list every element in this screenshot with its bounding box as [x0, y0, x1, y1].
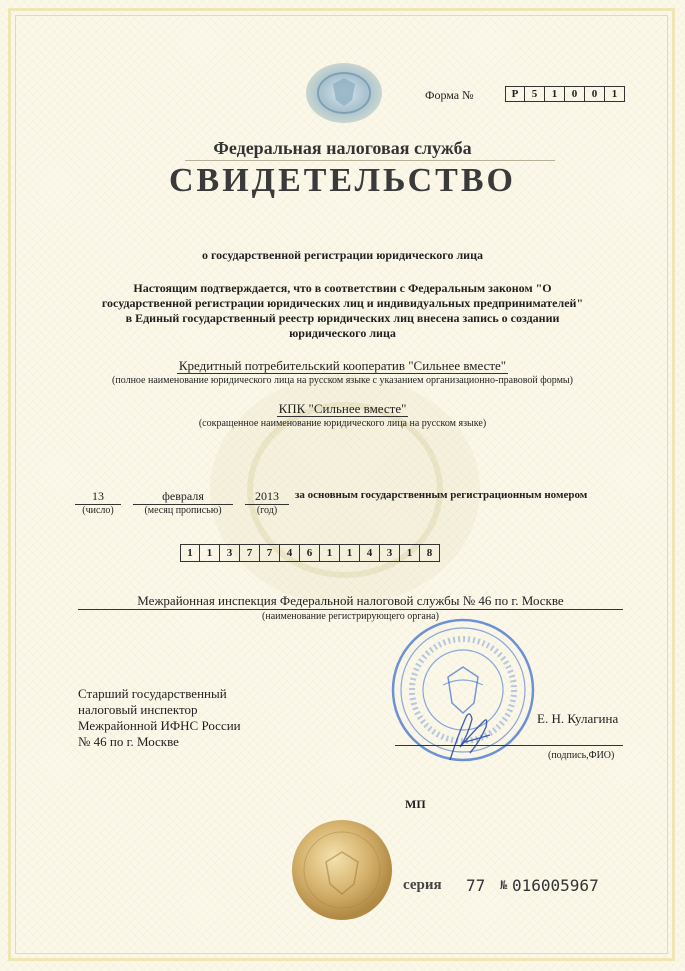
- document-subtitle: о государственной регистрации юридического лица: [202, 248, 483, 262]
- registration-number-label: за основным государственным регистрационным номером: [295, 489, 588, 501]
- ogrn-digit: 1: [340, 544, 360, 562]
- ogrn-digit: 1: [200, 544, 220, 562]
- form-code-cell: 1: [545, 86, 565, 102]
- short-name-caption: (сокращенное наименование юридического лица на русском языке): [198, 418, 487, 429]
- series-value: 77: [466, 876, 486, 895]
- series-number: 016005967: [512, 876, 599, 895]
- hologram-emblem-icon: [305, 62, 383, 124]
- date-month: февраля: [133, 489, 233, 505]
- signature-caption: (подпись,ФИО): [548, 750, 615, 761]
- ogrn-digit: 7: [240, 544, 260, 562]
- date-year: 2013: [245, 489, 289, 505]
- short-name-block: [0, 401, 685, 417]
- ogrn-digit: 4: [360, 544, 380, 562]
- ogrn-cells: [180, 544, 440, 562]
- header-rule: [185, 160, 555, 161]
- ogrn-digit: 1: [180, 544, 200, 562]
- form-label: Форма №: [425, 88, 474, 102]
- form-code-cell: 0: [565, 86, 585, 102]
- full-name-block: [0, 358, 685, 374]
- date-day-caption: (число): [82, 505, 114, 516]
- full-name-caption: (полное наименование юридического лица на русском языке с указанием организационно-правовой формы): [112, 375, 573, 386]
- form-code-cell: 1: [605, 86, 625, 102]
- statement-line: юридического лица: [289, 326, 396, 340]
- form-code-cell: Р: [505, 86, 525, 102]
- date-month-caption: (месяц прописью): [144, 505, 222, 516]
- registering-authority: Межрайонная инспекция Федеральной налоговой службы № 46 по г. Москве: [78, 593, 623, 610]
- gold-seal-icon: [290, 818, 394, 922]
- agency-name: Федеральная налоговая служба: [213, 138, 472, 158]
- signature-line: [395, 745, 623, 746]
- signatory-title: [78, 686, 241, 750]
- form-code-cell: 0: [585, 86, 605, 102]
- series-label: серия: [403, 877, 442, 893]
- ogrn-digit: 3: [220, 544, 240, 562]
- signatory-line: Старший государственный: [78, 686, 227, 701]
- entity-short-name: КПК "Сильнее вместе": [278, 401, 407, 416]
- ogrn-digit: 3: [380, 544, 400, 562]
- ogrn-digit: 1: [320, 544, 340, 562]
- signatory-name: Е. Н. Кулагина: [537, 711, 619, 726]
- signatory-line: Межрайонной ИФНС России: [78, 718, 241, 733]
- form-code-cells: [505, 86, 625, 102]
- registering-authority-caption: (наименование регистрирующего органа): [262, 611, 439, 622]
- form-code-cell: 5: [525, 86, 545, 102]
- date-day: 13: [75, 489, 121, 505]
- ogrn-digit: 1: [400, 544, 420, 562]
- ogrn-digit: 6: [300, 544, 320, 562]
- statement-line: Настоящим подтверждается, что в соответствии с Федеральным законом "О: [133, 281, 552, 295]
- ogrn-digit: 7: [260, 544, 280, 562]
- signatory-line: № 46 по г. Москве: [78, 734, 179, 749]
- entity-full-name: Кредитный потребительский кооператив "Сильнее вместе": [178, 358, 507, 373]
- signatory-line: налоговый инспектор: [78, 702, 198, 717]
- statement-line: в Единый государственный реестр юридических лиц внесена запись о создании: [125, 311, 560, 325]
- ogrn-digit: 4: [280, 544, 300, 562]
- series-number-prefix: №: [500, 878, 508, 892]
- statement-line: государственной регистрации юридических лиц и индивидуальных предпринимателей": [101, 296, 584, 310]
- document-title: СВИДЕТЕЛЬСТВО: [169, 162, 516, 199]
- statement-text: [60, 281, 625, 341]
- date-year-caption: (год): [256, 505, 278, 516]
- seal-place-label: МП: [405, 797, 426, 811]
- handwritten-signature: [440, 705, 500, 765]
- ogrn-digit: 8: [420, 544, 440, 562]
